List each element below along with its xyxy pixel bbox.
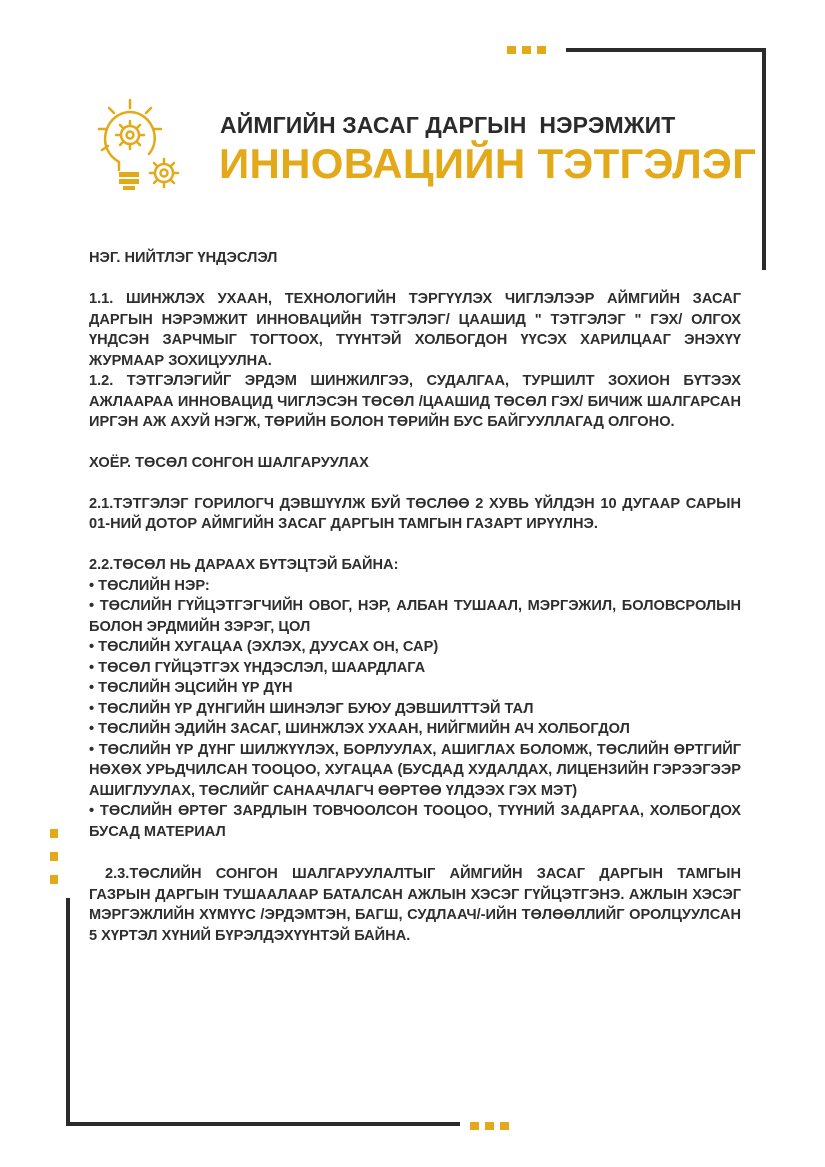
- section-1-heading: НЭГ. НИЙТЛЭГ ҮНДЭСЛЭЛ: [89, 250, 278, 266]
- document-body: [89, 248, 741, 946]
- decorative-dots-top: [507, 46, 546, 54]
- list-item: • ТӨСЛИЙН НЭР:: [89, 577, 210, 594]
- list-item: • ТӨСЛИЙН ЭДИЙН ЗАСАГ, ШИНЖЛЭХ УХААН, НИЙГМИЙН АЧ ХОЛБОГДОЛ: [89, 721, 630, 737]
- paragraph-1-1: 1.1. ШИНЖЛЭХ УХААН, ТЕХНОЛОГИЙН ТЭРГҮҮЛЭХ ЧИГЛЭЛЭЭР АЙМГИЙН ЗАСАГ ДАРГЫН НЭРЭМЖИТ ИННОВАЦИЙН ТЭТГЭЛЭГ/ ЦААШИД " ТЭТГЭЛЭГ " ГЭХ/ ОЛГОХ ҮНДСЭН ЗАРЧМЫГ ТОГТООХ, ТҮҮНТЭЙ ХОЛБОГДОН ҮҮСЭХ ХАРИЛЦААГ ЭНЭХҮҮ ЖУРМААР ЗОХИЦУУЛНА.: [89, 291, 741, 369]
- title-line-1: АЙМГИЙН ЗАСАГ ДАРГЫН НЭРЭМЖИТ: [220, 112, 676, 138]
- list-item: • ТӨСӨЛ ГҮЙЦЭТГЭХ ҮНДЭСЛЭЛ, ШААРДЛАГА: [89, 659, 426, 676]
- decorative-dots-left: [50, 829, 58, 884]
- lightbulb-gears-icon: [97, 98, 185, 194]
- list-item: • ТӨСЛИЙН ӨРТӨГ ЗАРДЛЫН ТОВЧООЛСОН ТООЦОО, ТҮҮНИЙ ЗАДАРГАА, ХОЛБОГДОХ БУСАД МАТЕРИАЛ: [89, 803, 741, 840]
- section-2-heading: ХОЁР. ТӨСӨЛ СОНГОН ШАЛГАРУУЛАХ: [89, 454, 369, 471]
- list-item: • ТӨСЛИЙН ҮР ДҮНГ ШИЛЖҮҮЛЭХ, БОРЛУУЛАХ, АШИГЛАХ БОЛОМЖ, ТӨСЛИЙН ӨРТГИЙГ НӨХӨХ УРЬДЧИЛСАН ТООЦОО, ХУГАЦАА (БУСДАД ХУДАЛДАХ, ЛИЦЕНЗИЙН ГЭРЭЭГЭЭР АШИГЛУУЛАХ, ТӨСЛИЙГ САНААЧЛАГЧ ӨӨРТӨӨ ҮЛДЭЭХ ГЭХ МЭТ): [89, 741, 741, 799]
- list-item: • ТӨСЛИЙН ХУГАЦАА (ЭХЛЭХ, ДУУСАХ ОН, САР): [89, 639, 439, 655]
- paragraph-2-2-heading: 2.2.ТӨСӨЛ НЬ ДАРААХ БҮТЭЦТЭЙ БАЙНА:: [89, 557, 399, 573]
- list-item: • ТӨСЛИЙН ҮР ДҮНГИЙН ШИНЭЛЭГ БУЮУ ДЭВШИЛТТЭЙ ТАЛ: [89, 700, 534, 717]
- decorative-dots-bottom: [470, 1122, 509, 1130]
- paragraph-2-1: 2.1.ТЭТГЭЛЭГ ГОРИЛОГЧ ДЭВШҮҮЛЖ БУЙ ТӨСЛӨӨ 2 ХУВЬ ҮЙЛДЭН 10 ДУГААР САРЫН 01-НИЙ ДОТОР АЙМГИЙН ЗАСАГ ДАРГЫН ТАМГЫН ГАЗАРТ ИРҮҮЛНЭ.: [89, 495, 741, 532]
- list-item: • ТӨСЛИЙН ЭЦСИЙН ҮР ДҮН: [89, 680, 293, 696]
- paragraph-1-2: 1.2. ТЭТГЭЛЭГИЙГ ЭРДЭМ ШИНЖИЛГЭЭ, СУДАЛГАА, ТУРШИЛТ ЗОХИОН БҮТЭЭХ АЖЛААРАА ИННОВАЦИД ЧИГЛЭСЭН ТӨСӨЛ /ЦААШИД ТӨСӨЛ ГЭХ/ БИЧИЖ ШАЛГАРСАН ИРГЭН АЖ АХУЙ НЭГЖ, ТӨРИЙН БОЛОН ТӨРИЙН БУС БАЙГУУЛЛАГАД ОЛГОНО.: [89, 373, 741, 430]
- list-item: • ТӨСЛИЙН ГҮЙЦЭТГЭГЧИЙН ОВОГ, НЭР, АЛБАН ТУШААЛ, МЭРГЭЖИЛ, БОЛОВСРОЛЫН БОЛОН ЭРДМИЙН ЗЭРЭГ, ЦОЛ: [89, 598, 741, 635]
- structure-list: [89, 576, 741, 843]
- paragraph-2-3: 2.3.ТӨСЛИЙН СОНГОН ШАЛГАРУУЛАЛТЫГ АЙМГИЙН ЗАСАГ ДАРГЫН ТАМГЫН ГАЗРЫН ДАРГЫН ТУШААЛААР БАТАЛСАН АЖЛЫН ХЭСЭГ ГҮЙЦЭТГЭНЭ. АЖЛЫН ХЭСЭГ МЭРГЭЖЛИЙН ХҮМҮҮС /ЭРДЭМТЭН, БАГШ, СУДЛААЧ/-ИЙН ТӨЛӨӨЛЛИЙГ ОРОЛЦУУЛСАН 5 ХҮРТЭЛ ХҮНИЙ БҮРЭЛДЭХҮҮНТЭЙ БАЙНА.: [89, 866, 741, 944]
- title-line-2: ИННОВАЦИЙН ТЭТГЭЛЭГ: [219, 140, 757, 187]
